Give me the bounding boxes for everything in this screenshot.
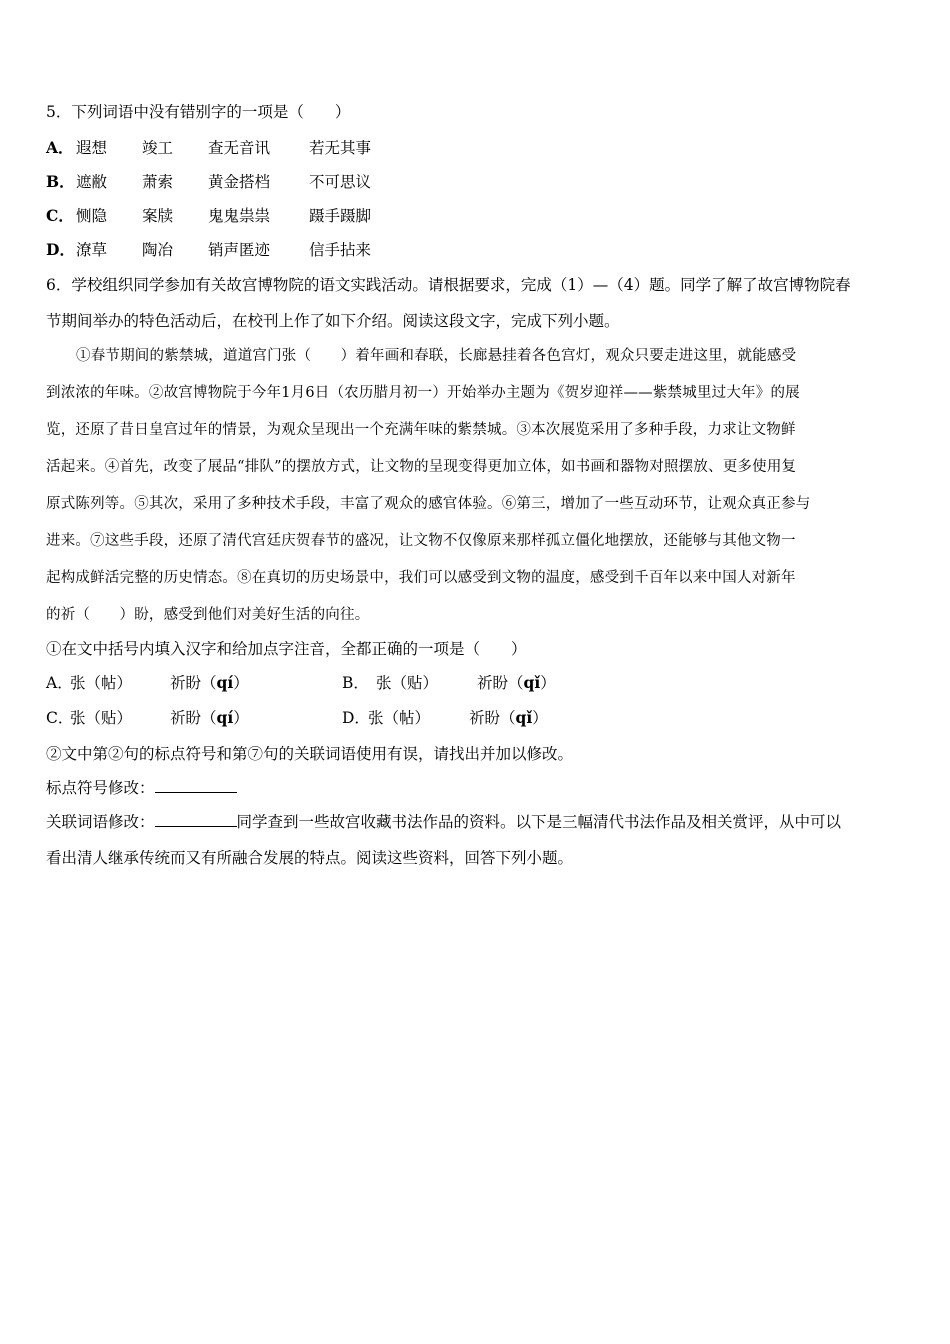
option-word: 潦草	[76, 241, 108, 259]
option-word: 案牍	[142, 207, 174, 225]
option-label: D．	[342, 709, 370, 727]
conjunction-fix-line	[46, 812, 841, 832]
option-word: 恻隐	[76, 207, 108, 225]
punctuation-fix-line	[46, 778, 237, 798]
option-text: 祈盼（qǐ）	[469, 708, 548, 727]
option-word: 查无音讯	[208, 139, 271, 157]
option-label: B．	[46, 172, 75, 191]
option-word: 销声匿迹	[208, 241, 271, 259]
sub2-stem: ②文中第②句的标点符号和第⑦句的关联词语使用有误，请找出并加以修改。	[46, 745, 574, 763]
punctuation-fix-blank[interactable]	[155, 778, 237, 793]
option-text: 祈盼（qǐ）	[477, 673, 556, 692]
option-label: B．	[342, 674, 369, 692]
conjunction-fix-label: 关联词语修改：	[46, 813, 155, 831]
continuation-text: 同学查到一些故宫收藏书法作品的资料。以下是三幅清代书法作品及相关赏评，从中可以	[236, 813, 842, 831]
option-word: 萧索	[142, 173, 174, 191]
option-word: 鬼鬼祟祟	[208, 207, 271, 225]
q5-stem: 5．下列词语中没有错别字的一项是（ ）	[46, 103, 351, 121]
passage-line: 到浓浓的年味。②故宫博物院于今年1月6日（农历腊月初一）开始举办主题为《贺岁迎祥——紫禁城里过大年》的展	[46, 385, 800, 401]
option-word: 遮敝	[76, 173, 108, 191]
passage-line: 览，还原了昔日皇宫过年的情景，为观众呈现出一个充满年味的紫禁城。③本次展览采用了多种手段，力求让文物鲜	[46, 422, 796, 438]
continuation-line-2: 看出清人继承传统而又有所融合发展的特点。阅读这些资料，回答下列小题。	[46, 849, 574, 867]
option-text: 张（帖）	[70, 674, 133, 692]
option-label: D．	[46, 240, 75, 259]
conjunction-fix-blank[interactable]	[155, 812, 237, 827]
option-text: 张（贴）	[70, 709, 133, 727]
passage-line: 进来。⑦这些手段，还原了清代宫廷庆贺春节的盛况，让文物不仅像原来那样孤立僵化地摆放，还能够与其他文物一	[46, 533, 796, 549]
option-word: 若无其事	[309, 139, 372, 157]
sub1-stem: ①在文中括号内填入汉字和给加点字注音，全都正确的一项是（ ）	[46, 640, 527, 658]
option-word: 蹑手蹑脚	[309, 207, 372, 225]
passage-line: ①春节期间的紫禁城，道道宫门张（ ）着年画和春联，长廊悬挂着各色宫灯，观众只要走进这里，就能感受	[76, 348, 797, 364]
option-text: 张（贴）	[376, 674, 439, 692]
option-text: 祈盼（qí）	[170, 708, 249, 727]
q6-intro-line-1: 6．学校组织同学参加有关故宫博物院的语文实践活动。请根据要求，完成（1）—（4）题。同学了解了故宫博物院春	[46, 276, 851, 294]
q6-intro-line-2: 节期间举办的特色活动后，在校刊上作了如下介绍。阅读这段文字，完成下列小题。	[46, 312, 620, 330]
option-text: 祈盼（qí）	[170, 673, 249, 692]
passage-line: 的祈（ ）盼，感受到他们对美好生活的向往。	[46, 607, 370, 623]
option-text: 张（帖）	[368, 709, 431, 727]
option-label: C．	[46, 709, 74, 727]
punctuation-fix-label: 标点符号修改：	[46, 779, 155, 797]
option-label: C．	[46, 206, 74, 225]
option-word: 陶冶	[142, 241, 174, 259]
passage-line: 起构成鲜活完整的历史情态。⑧在真切的历史场景中，我们可以感受到文物的温度，感受到千百年以来中国人对新年	[46, 570, 796, 586]
option-word: 竣工	[142, 139, 174, 157]
passage-line: 活起来。④首先，改变了展品“排队”的摆放方式，让文物的呈现变得更加立体，如书画和器物对照摆放、更多使用复	[46, 459, 797, 475]
option-word: 不可思议	[309, 173, 372, 191]
option-word: 黄金搭档	[208, 173, 271, 191]
option-label: A．	[46, 138, 74, 157]
passage-line: 原式陈列等。⑤其次，采用了多种技术手段，丰富了观众的感官体验。⑥第三，增加了一些互动环节，让观众真正参与	[46, 496, 811, 512]
option-label: A．	[46, 674, 73, 692]
option-word: 遐想	[76, 139, 108, 157]
option-word: 信手拈来	[309, 241, 372, 259]
